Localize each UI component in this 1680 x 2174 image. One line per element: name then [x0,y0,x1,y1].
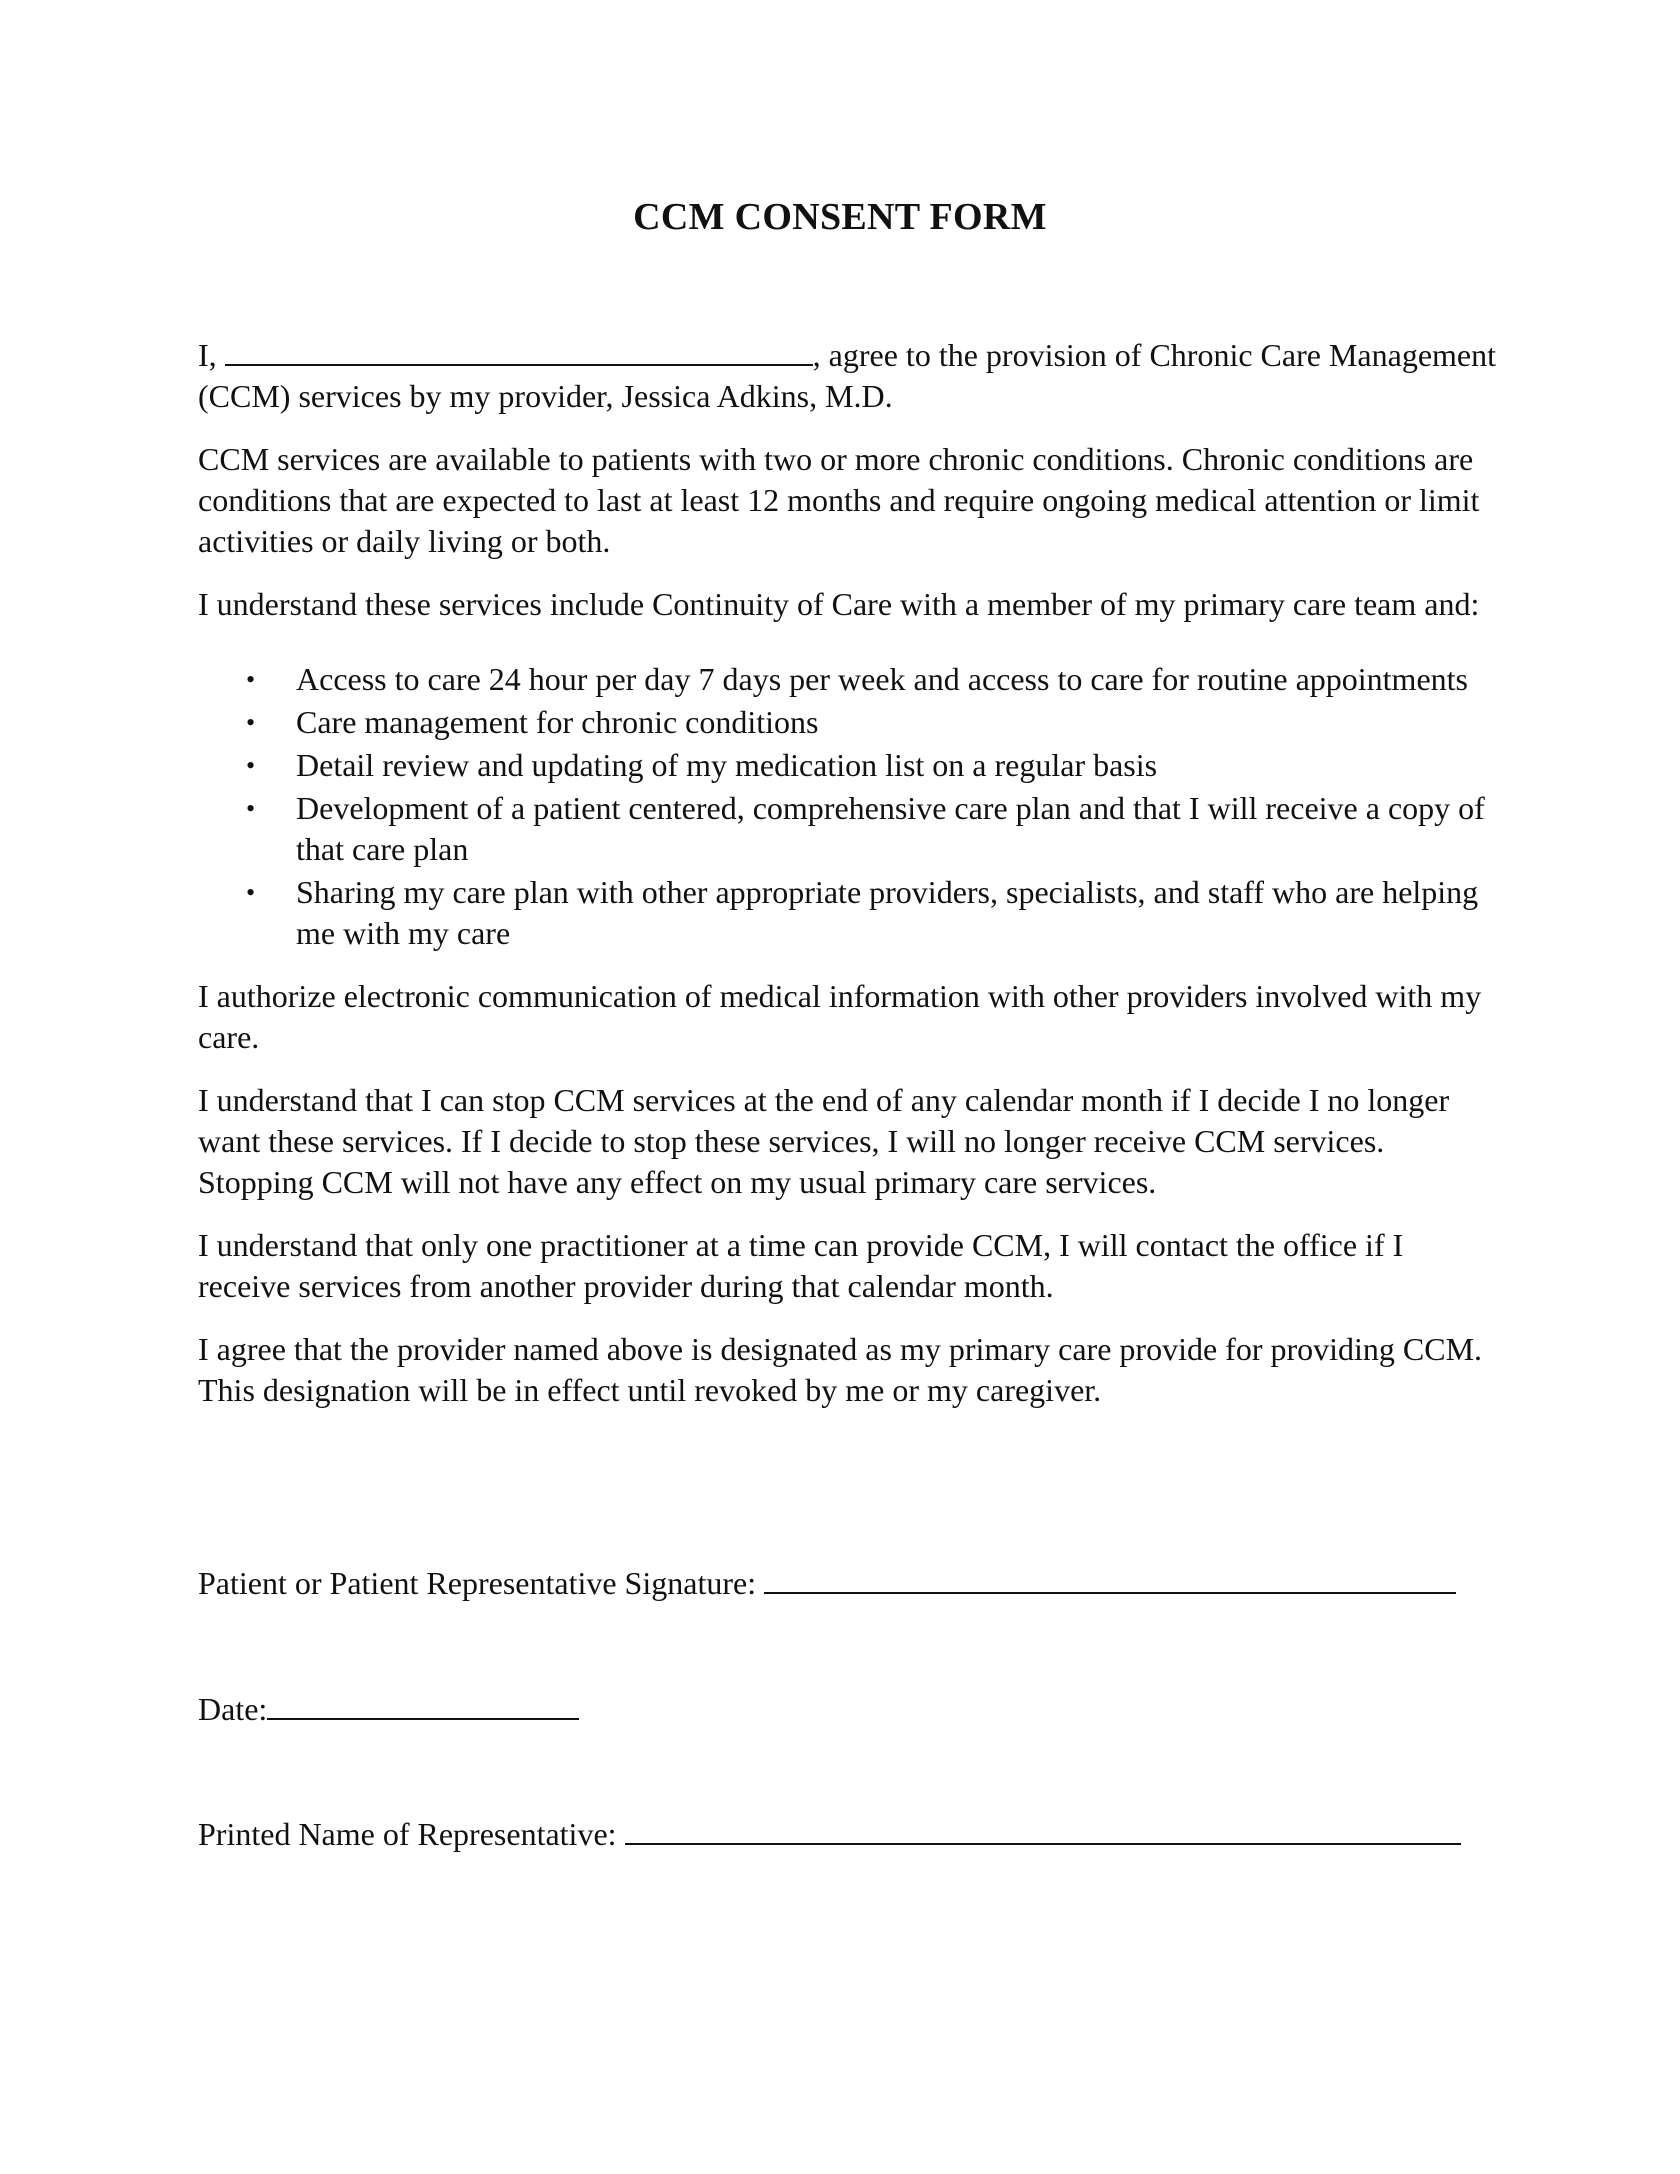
date-field[interactable] [267,1688,579,1720]
stop-services-paragraph: I understand that I can stop CCM services at the end of any calendar month if I decide I no longer want these services. If I decide to stop these services, I will no longer receive CCM services. Stopping CCM will not have any effect on my usual primary care services. [198,1082,1450,1200]
list-item-text: Access to care 24 hour per day 7 days per week and access to care for routine appointments [296,661,1468,697]
one-practitioner-paragraph: I understand that only one practitioner at a time can provide CCM, I will contact the office if I receive services from another provider during that calendar month. [198,1227,1404,1304]
date-row [198,1688,579,1730]
list-item-text: Sharing my care plan with other appropriate providers, specialists, and staff who are helping me with my care [296,874,1479,951]
bullet-icon: • [246,751,256,780]
bullet-icon: • [246,665,256,694]
list-item [198,872,1498,954]
list-item [198,702,1498,743]
bullet-icon: • [246,878,256,907]
intro-suffix: , agree to the provision of Chronic Care Management (CCM) services by my provider, Jessica Adkins, M.D. [198,337,1496,414]
patient-name-blank[interactable] [225,334,813,366]
list-item [198,659,1498,700]
services-list [198,659,1498,954]
printed-name-label: Printed Name of Representative: [198,1816,625,1852]
printed-name-row [198,1813,1461,1855]
signature-field[interactable] [764,1562,1456,1594]
intro-paragraph [198,334,1498,417]
designation-paragraph: I agree that the provider named above is designated as my primary care provide for providing CCM. This designation will be in effect until revoked by me or my caregiver. [198,1331,1483,1408]
printed-name-field[interactable] [625,1813,1461,1845]
authorization-paragraph: I authorize electronic communication of medical information with other providers involved with my care. [198,978,1482,1055]
date-label: Date: [198,1691,268,1727]
bullet-icon: • [246,794,256,823]
list-item-text: Development of a patient centered, comprehensive care plan and that I will receive a copy of that care plan [296,790,1485,867]
services-intro-paragraph: I understand these services include Continuity of Care with a member of my primary care team and: [198,586,1480,622]
signature-row [198,1562,1456,1604]
form-body [198,334,1498,1433]
list-item-text: Care management for chronic conditions [296,704,819,740]
intro-prefix: I, [198,337,217,373]
bullet-icon: • [246,708,256,737]
page-title: CCM CONSENT FORM [633,196,1047,238]
list-item-text: Detail review and updating of my medication list on a regular basis [296,747,1158,783]
list-item [198,745,1498,786]
signature-label: Patient or Patient Representative Signature: [198,1565,765,1601]
list-item [198,788,1498,870]
ccm-definition-paragraph: CCM services are available to patients with two or more chronic conditions. Chronic conditions are conditions that are expected to last at least 12 months and require ongoing medical attention or limit activities or daily living or both. [198,441,1480,559]
